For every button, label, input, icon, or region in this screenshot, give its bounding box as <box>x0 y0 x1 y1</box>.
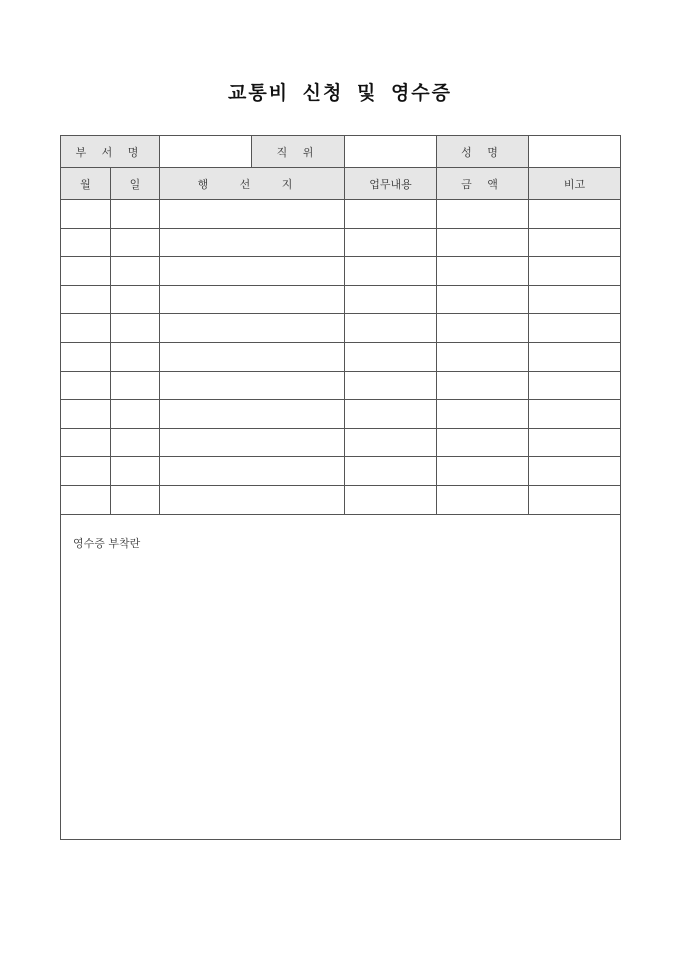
remarks-cell[interactable] <box>529 371 621 400</box>
remarks-cell[interactable] <box>529 428 621 457</box>
month-cell[interactable] <box>61 257 111 286</box>
amount-cell[interactable] <box>437 485 529 514</box>
destination-cell[interactable] <box>160 314 345 343</box>
day-cell[interactable] <box>111 400 160 429</box>
table-row <box>61 371 621 400</box>
amount-cell[interactable] <box>437 285 529 314</box>
month-cell[interactable] <box>61 285 111 314</box>
amount-cell[interactable] <box>437 371 529 400</box>
day-cell[interactable] <box>111 342 160 371</box>
destination-cell[interactable] <box>160 342 345 371</box>
table-row <box>61 342 621 371</box>
remarks-cell[interactable] <box>529 200 621 229</box>
business-cell[interactable] <box>345 400 437 429</box>
name-label: 성 명 <box>437 136 529 168</box>
month-cell[interactable] <box>61 428 111 457</box>
month-cell[interactable] <box>61 228 111 257</box>
receipt-attachment-area[interactable] <box>61 514 621 839</box>
table-row <box>61 228 621 257</box>
day-cell[interactable] <box>111 428 160 457</box>
receipt-row <box>61 514 621 839</box>
destination-cell[interactable] <box>160 285 345 314</box>
transport-expense-table <box>60 135 621 840</box>
column-header-row <box>61 168 621 200</box>
day-cell[interactable] <box>111 371 160 400</box>
destination-cell[interactable] <box>160 228 345 257</box>
business-cell[interactable] <box>345 285 437 314</box>
department-label: 부 서 명 <box>61 136 160 168</box>
table-row <box>61 400 621 429</box>
table-row <box>61 457 621 486</box>
destination-cell[interactable] <box>160 200 345 229</box>
month-cell[interactable] <box>61 371 111 400</box>
business-cell[interactable] <box>345 457 437 486</box>
amount-cell[interactable] <box>437 314 529 343</box>
day-cell[interactable] <box>111 257 160 286</box>
col-amount-header: 금 액 <box>437 168 529 200</box>
day-cell[interactable] <box>111 485 160 514</box>
col-day-header: 일 <box>111 168 160 200</box>
business-cell[interactable] <box>345 314 437 343</box>
destination-cell[interactable] <box>160 371 345 400</box>
department-field[interactable] <box>160 136 252 168</box>
table-row <box>61 200 621 229</box>
header-info-row <box>61 136 621 168</box>
business-cell[interactable] <box>345 371 437 400</box>
amount-cell[interactable] <box>437 257 529 286</box>
destination-cell[interactable] <box>160 257 345 286</box>
amount-cell[interactable] <box>437 457 529 486</box>
position-field[interactable] <box>345 136 437 168</box>
amount-cell[interactable] <box>437 400 529 429</box>
col-month-header: 월 <box>61 168 111 200</box>
table-row <box>61 428 621 457</box>
day-cell[interactable] <box>111 314 160 343</box>
table-row <box>61 314 621 343</box>
remarks-cell[interactable] <box>529 400 621 429</box>
col-destination-header: 행 선 지 <box>160 168 345 200</box>
amount-cell[interactable] <box>437 228 529 257</box>
day-cell[interactable] <box>111 457 160 486</box>
amount-cell[interactable] <box>437 428 529 457</box>
col-business-header: 업무내용 <box>345 168 437 200</box>
business-cell[interactable] <box>345 342 437 371</box>
month-cell[interactable] <box>61 400 111 429</box>
remarks-cell[interactable] <box>529 457 621 486</box>
amount-cell[interactable] <box>437 342 529 371</box>
remarks-cell[interactable] <box>529 314 621 343</box>
table-row <box>61 257 621 286</box>
remarks-cell[interactable] <box>529 485 621 514</box>
business-cell[interactable] <box>345 228 437 257</box>
business-cell[interactable] <box>345 428 437 457</box>
remarks-cell[interactable] <box>529 228 621 257</box>
day-cell[interactable] <box>111 285 160 314</box>
destination-cell[interactable] <box>160 457 345 486</box>
receipt-area-label: 영수증 부착란 <box>73 536 141 550</box>
name-field[interactable] <box>529 136 621 168</box>
remarks-cell[interactable] <box>529 285 621 314</box>
business-cell[interactable] <box>345 257 437 286</box>
month-cell[interactable] <box>61 457 111 486</box>
month-cell[interactable] <box>61 200 111 229</box>
position-label: 직 위 <box>252 136 345 168</box>
business-cell[interactable] <box>345 200 437 229</box>
table-row <box>61 285 621 314</box>
remarks-cell[interactable] <box>529 342 621 371</box>
business-cell[interactable] <box>345 485 437 514</box>
month-cell[interactable] <box>61 342 111 371</box>
day-cell[interactable] <box>111 200 160 229</box>
page-title: 교통비 신청 및 영수증 <box>227 82 453 104</box>
month-cell[interactable] <box>61 485 111 514</box>
col-remarks-header: 비고 <box>529 168 621 200</box>
destination-cell[interactable] <box>160 485 345 514</box>
destination-cell[interactable] <box>160 400 345 429</box>
destination-cell[interactable] <box>160 428 345 457</box>
table-row <box>61 485 621 514</box>
remarks-cell[interactable] <box>529 257 621 286</box>
month-cell[interactable] <box>61 314 111 343</box>
day-cell[interactable] <box>111 228 160 257</box>
amount-cell[interactable] <box>437 200 529 229</box>
